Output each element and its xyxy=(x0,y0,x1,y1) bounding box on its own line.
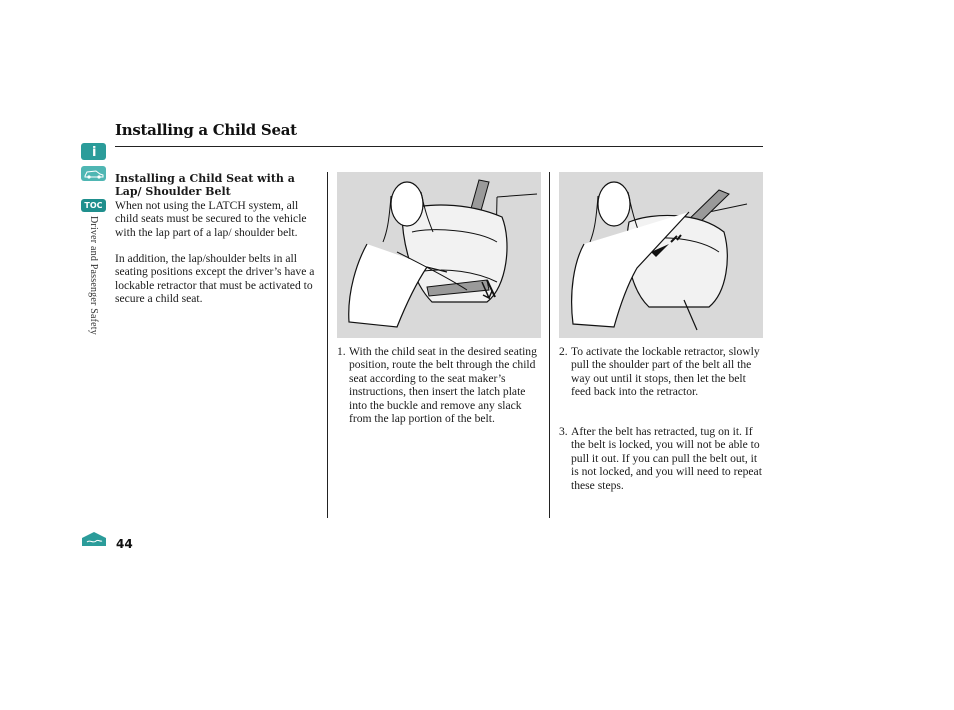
illustration-route-belt xyxy=(337,172,541,338)
page-number: 44 xyxy=(116,537,133,551)
illustration-activate-retractor xyxy=(559,172,763,338)
home-icon[interactable] xyxy=(81,531,107,547)
title-rule xyxy=(115,146,763,147)
car-icon[interactable] xyxy=(81,166,106,181)
step-text: With the child seat in the desired seating position, route the belt through the child seat according to the seat maker’s instructions, then insert the latch plate into the buckle and remove any slack from the lap portion of the belt. xyxy=(349,345,537,426)
subheading: Installing a Child Seat with a Lap/ Shoulder Belt xyxy=(115,172,295,199)
info-icon[interactable]: i xyxy=(81,143,106,160)
page-title: Installing a Child Seat xyxy=(115,121,297,139)
step-number: 2. xyxy=(559,345,568,358)
column-divider xyxy=(327,172,328,518)
step-text: To activate the lockable retractor, slowly pull the shoulder part of the belt all the way out until it stops, then let the belt feed back into the retractor. xyxy=(571,345,760,399)
intro-paragraph-2: In addition, the lap/shoulder belts in all seating positions except the driver’s have a lockable retractor that must be activated to secure a child seat. xyxy=(115,252,315,306)
toc-icon[interactable]: TOC xyxy=(81,199,106,212)
column-divider xyxy=(549,172,550,518)
step-number: 3. xyxy=(559,425,568,438)
step-3 xyxy=(559,425,765,492)
intro-paragraph-1: When not using the LATCH system, all child seats must be secured to the vehicle with the lap part of a lap/ shoulder belt. xyxy=(115,198,307,239)
intro-column xyxy=(115,172,321,306)
step-text: After the belt has retracted, tug on it. If the belt is locked, you will not be able to pull it out. If you can pull the belt out, it is not locked, and you will need to repeat these steps. xyxy=(571,425,762,492)
step-number: 1. xyxy=(337,345,346,358)
section-tab: Driver and Passenger Safety xyxy=(88,216,99,335)
step-1 xyxy=(337,345,542,425)
step-2 xyxy=(559,345,765,399)
